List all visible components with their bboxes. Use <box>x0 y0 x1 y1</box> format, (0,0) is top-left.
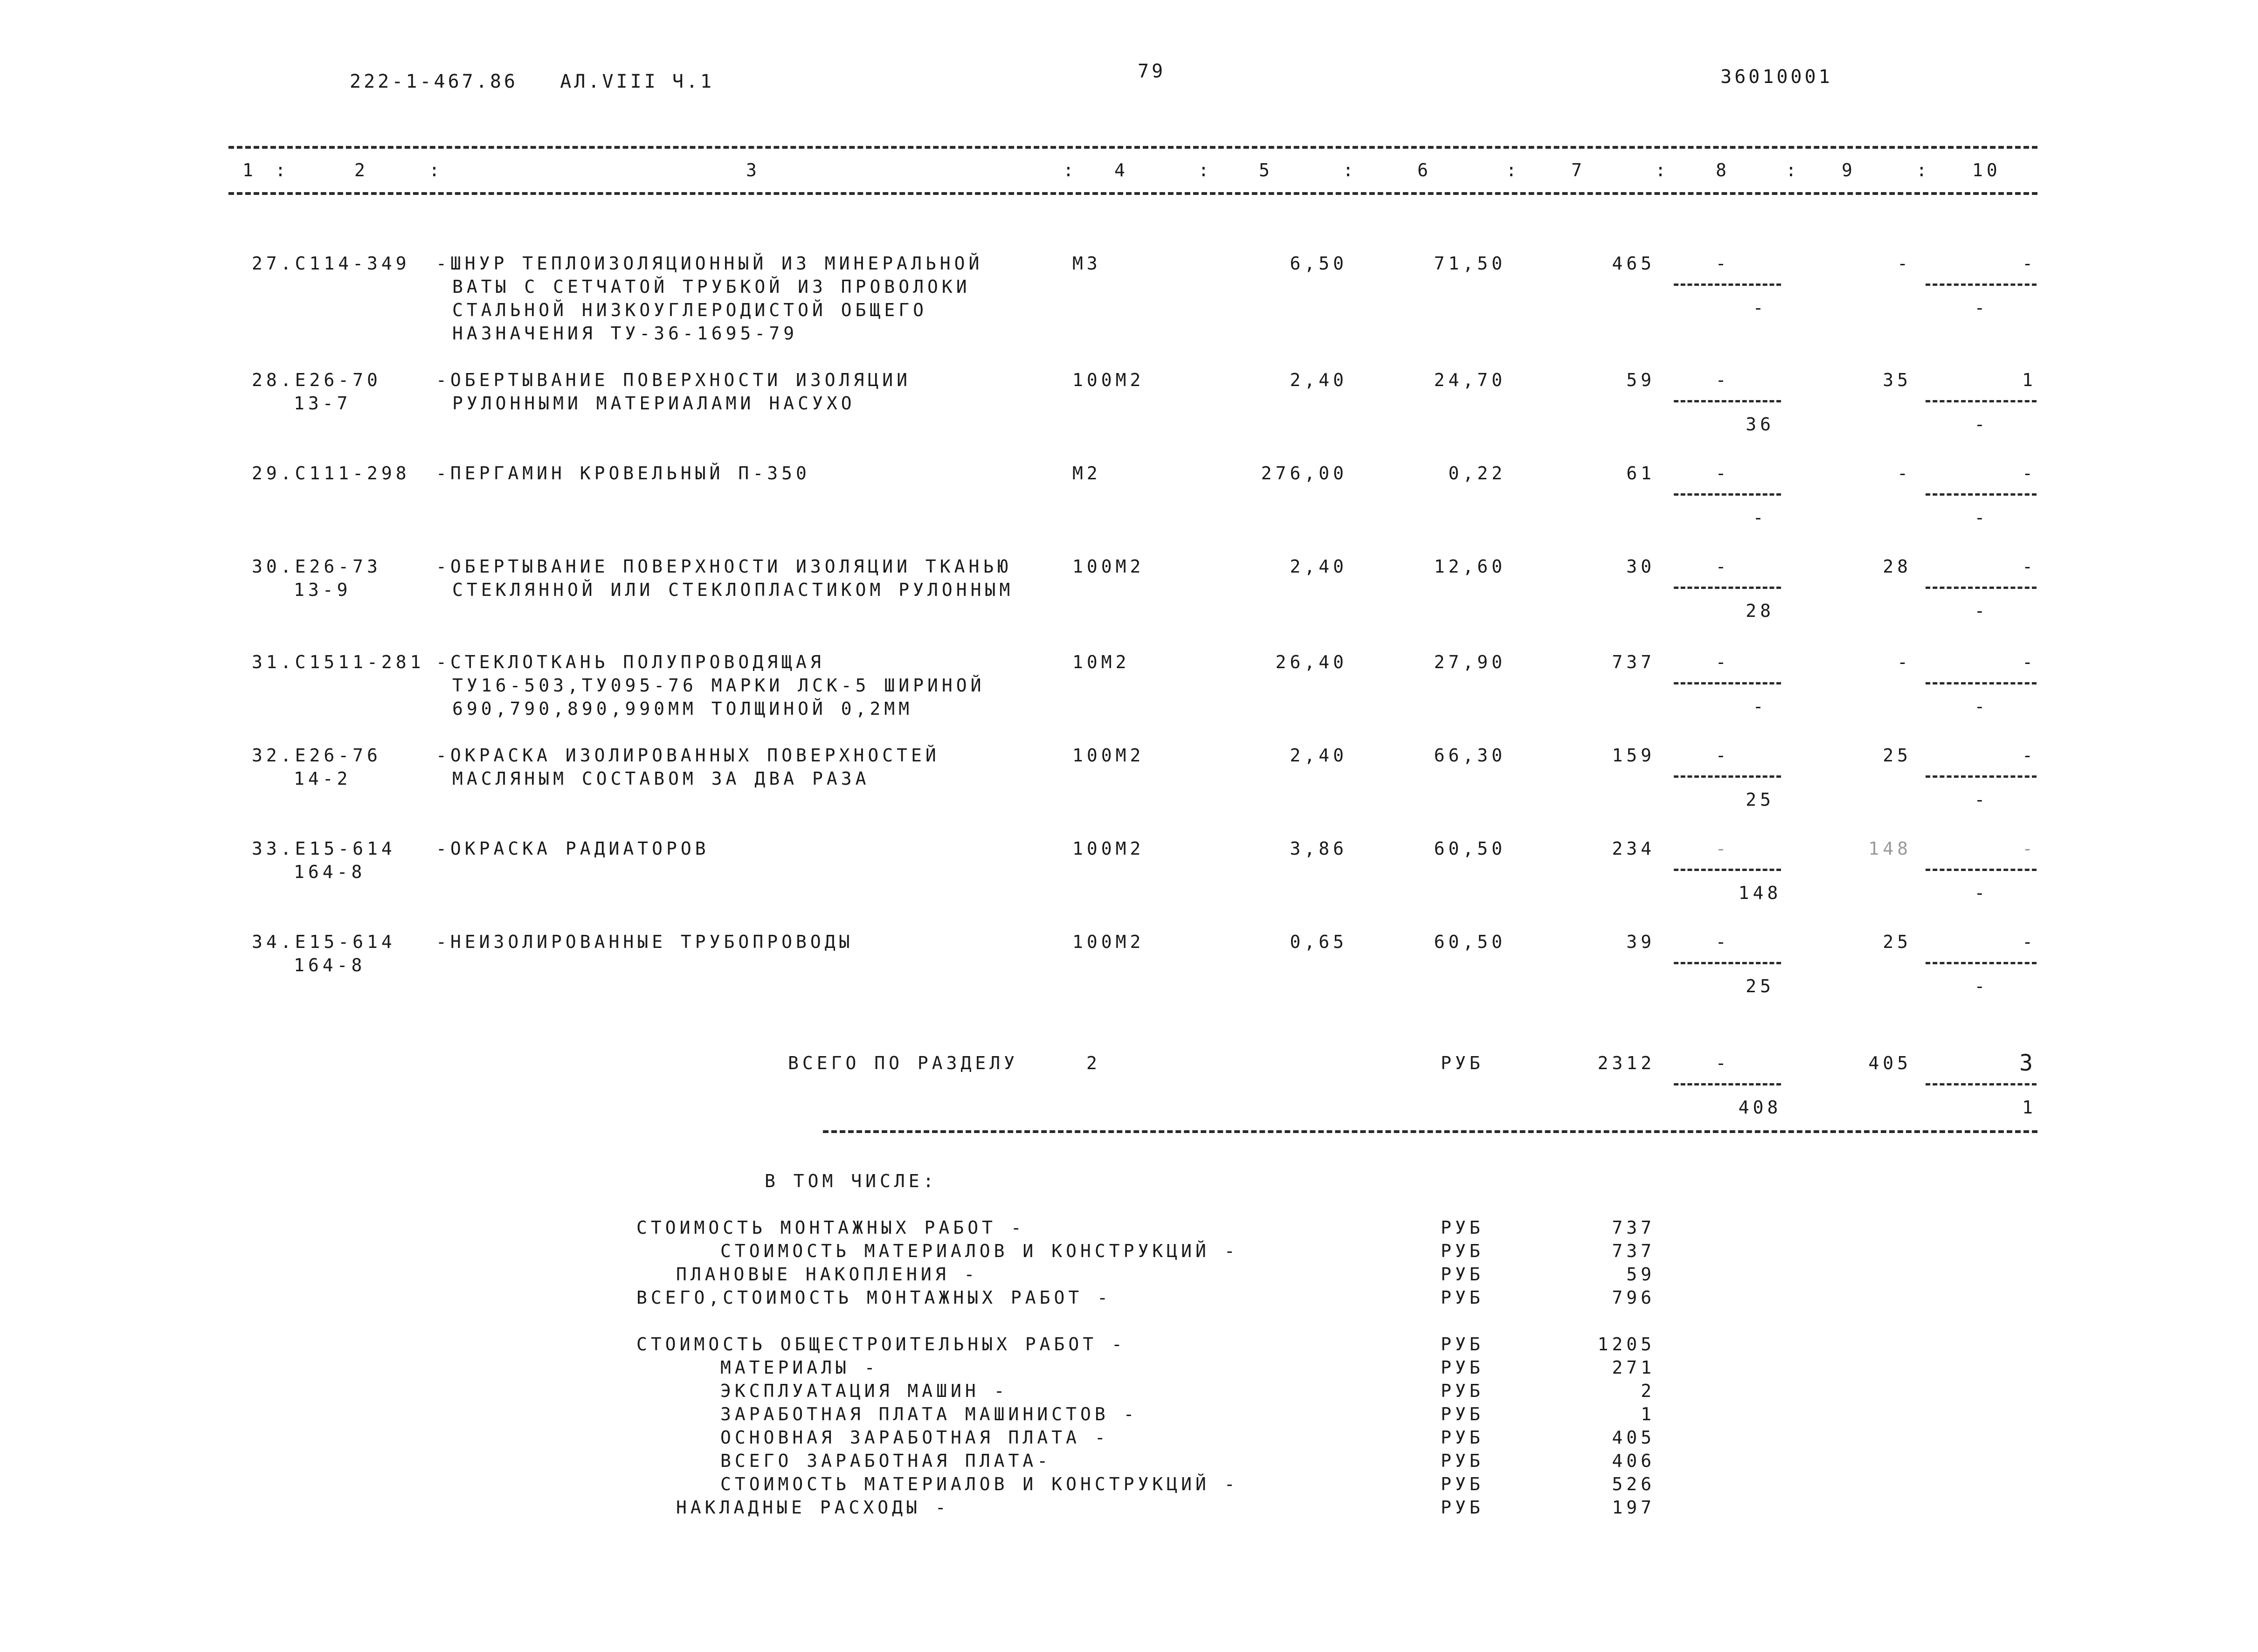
unit: 100М2 <box>1072 556 1145 577</box>
summary-label: ВСЕГО ЗАРАБОТНАЯ ПЛАТА- <box>720 1451 1052 1471</box>
summary-value: 197 <box>1612 1497 1655 1518</box>
col10-top: - <box>2022 253 2037 274</box>
summary-currency: РУБ <box>1441 1474 1484 1494</box>
column-header-1: 1 <box>242 160 257 180</box>
col9: 25 <box>1883 745 1912 766</box>
section-total-col10-bottom: 1 <box>2022 1097 2037 1118</box>
col8-top: - <box>1715 370 1730 390</box>
col8-top: - <box>1715 745 1730 766</box>
column-header-5: 5 <box>1259 160 1273 180</box>
col10-fraction-line <box>1926 283 2037 286</box>
unit: 100М2 <box>1072 745 1145 766</box>
total-cost: 159 <box>1612 745 1655 766</box>
column-separator: : <box>429 160 443 180</box>
summary-currency: РУБ <box>1441 1264 1484 1285</box>
item-code: 29.С111-298 <box>252 463 410 484</box>
col8-bottom: 36 <box>1746 414 1775 435</box>
col10-top: - <box>2022 745 2037 766</box>
quantity: 26,40 <box>1275 652 1347 672</box>
unit: 100М2 <box>1072 932 1145 952</box>
section-number: 2 <box>1086 1053 1101 1073</box>
total-cost: 61 <box>1626 463 1655 484</box>
col8-bottom: 148 <box>1738 883 1782 903</box>
item-code: 34.Е15-614 <box>252 932 396 952</box>
unit: М2 <box>1072 463 1101 484</box>
total-cost: 30 <box>1626 556 1655 577</box>
col8-fraction-line <box>1674 400 1781 402</box>
column-separator: : <box>1916 160 1931 180</box>
total-cost: 465 <box>1612 253 1655 274</box>
column-header-6: 6 <box>1417 160 1432 180</box>
col10-fraction-line <box>1926 775 2037 778</box>
col10-fraction-line <box>1926 962 2037 964</box>
col8-bottom: 28 <box>1746 601 1775 621</box>
col10-top: - <box>2022 463 2037 484</box>
col8-fraction-line <box>1674 962 1781 964</box>
summary-currency: РУБ <box>1441 1334 1484 1355</box>
summary-currency: РУБ <box>1441 1217 1484 1238</box>
col9: 28 <box>1883 556 1912 577</box>
section-total-col8-top: - <box>1715 1053 1730 1073</box>
total-cost: 59 <box>1626 370 1655 390</box>
col10-fraction-line <box>1926 400 2037 402</box>
item-description-line: НАЗНАЧЕНИЯ ТУ-36-1695-79 <box>452 323 798 344</box>
item-description-line: РУЛОННЫМИ МАТЕРИАЛАМИ НАСУХО <box>452 393 856 414</box>
summary-label: ВСЕГО,СТОИМОСТЬ МОНТАЖНЫХ РАБОТ - <box>636 1287 1112 1308</box>
summary-label: СТОИМОСТЬ МАТЕРИАЛОВ И КОНСТРУКЦИЙ - <box>720 1474 1239 1494</box>
unit-price: 60,50 <box>1434 838 1506 859</box>
section-total-col10-top: 3 <box>2019 1050 2037 1076</box>
unit-price: 71,50 <box>1434 253 1506 274</box>
item-code: 33.Е15-614 <box>252 838 396 859</box>
col10-top: 1 <box>2022 370 2037 390</box>
document-reference: 222-1-467.86 АЛ.VIII Ч.1 <box>350 71 715 92</box>
summary-label: СТОИМОСТЬ МАТЕРИАЛОВ И КОНСТРУКЦИЙ - <box>720 1241 1239 1261</box>
header-top-rule <box>228 146 2037 149</box>
section-total-col8-bottom: 408 <box>1738 1097 1782 1118</box>
including-label: В ТОМ ЧИСЛЕ: <box>765 1171 938 1191</box>
column-separator: : <box>1786 160 1800 180</box>
summary-value: 271 <box>1612 1357 1655 1378</box>
summary-value: 737 <box>1612 1241 1655 1261</box>
item-description-line: -НЕИЗОЛИРОВАННЫЕ ТРУБОПРОВОДЫ <box>436 932 854 952</box>
item-code-line2: 164-8 <box>294 955 366 975</box>
column-separator: : <box>1198 160 1213 180</box>
quantity: 2,40 <box>1290 556 1347 577</box>
col8-top: - <box>1715 463 1730 484</box>
col8-bottom: 25 <box>1746 789 1775 810</box>
summary-currency: РУБ <box>1441 1451 1484 1471</box>
item-code-line2: 164-8 <box>294 862 366 882</box>
item-code: 28.Е26-70 <box>252 370 381 390</box>
unit: 100М2 <box>1072 370 1145 390</box>
item-description-line: -ПЕРГАМИН КРОВЕЛЬНЫЙ П-350 <box>436 463 810 484</box>
quantity: 3,86 <box>1290 838 1347 859</box>
col8-bottom: - <box>1753 297 1768 318</box>
item-description-line: ВАТЫ С СЕТЧАТОЙ ТРУБКОЙ ИЗ ПРОВОЛОКИ <box>452 276 971 297</box>
item-description-line: -ОКРАСКА ИЗОЛИРОВАННЫХ ПОВЕРХНОСТЕЙ <box>436 745 940 766</box>
col10-bottom: - <box>1974 507 1989 528</box>
col10-top: - <box>2022 838 2037 859</box>
unit-price: 66,30 <box>1434 745 1506 766</box>
col9: 25 <box>1883 932 1912 952</box>
section-total-bottom-rule <box>823 1130 2037 1133</box>
item-description-line: -ОБЕРТЫВАНИЕ ПОВЕРХНОСТИ ИЗОЛЯЦИИ ТКАНЬЮ <box>436 556 1012 577</box>
summary-label: МАТЕРИАЛЫ - <box>720 1357 879 1378</box>
total-cost: 39 <box>1626 932 1655 952</box>
summary-label: ЭКСПЛУАТАЦИЯ МАШИН - <box>720 1381 1008 1401</box>
col9: - <box>1897 463 1912 484</box>
summary-currency: РУБ <box>1441 1381 1484 1401</box>
item-description-line: -СТЕКЛОТКАНЬ ПОЛУПРОВОДЯЩАЯ <box>436 652 825 672</box>
section-total-currency: РУБ <box>1441 1053 1484 1073</box>
item-code: 31.С1511-281 <box>252 652 425 672</box>
item-code: 27.С114-349 <box>252 253 410 274</box>
column-header-8: 8 <box>1716 160 1730 180</box>
summary-currency: РУБ <box>1441 1404 1484 1424</box>
unit-price: 27,90 <box>1434 652 1506 672</box>
unit: М3 <box>1072 253 1101 274</box>
col9: - <box>1897 253 1912 274</box>
col10-bottom: - <box>1974 976 1989 996</box>
summary-value: 405 <box>1612 1427 1655 1448</box>
col8-bottom: 25 <box>1746 976 1775 996</box>
item-description-line: -ОКРАСКА РАДИАТОРОВ <box>436 838 710 859</box>
col10-fraction-line <box>1926 493 2037 496</box>
summary-label: ОСНОВНАЯ ЗАРАБОТНАЯ ПЛАТА - <box>720 1427 1109 1448</box>
unit-price: 0,22 <box>1448 463 1506 484</box>
summary-value: 796 <box>1612 1287 1655 1308</box>
item-code-line2: 14-2 <box>294 768 352 789</box>
col9: 35 <box>1883 370 1912 390</box>
column-header-4: 4 <box>1114 160 1129 180</box>
column-separator: : <box>1063 160 1077 180</box>
section-total-col8-fraction-line <box>1674 1083 1781 1085</box>
summary-value: 1 <box>1641 1404 1655 1424</box>
unit: 10М2 <box>1072 652 1130 672</box>
item-code: 32.Е26-76 <box>252 745 381 766</box>
item-description-line: -ШНУР ТЕПЛОИЗОЛЯЦИОННЫЙ ИЗ МИНЕРАЛЬНОЙ <box>436 253 983 274</box>
col8-top: - <box>1715 652 1730 672</box>
col10-fraction-line <box>1926 587 2037 589</box>
col8-fraction-line <box>1674 869 1781 871</box>
total-cost: 234 <box>1612 838 1655 859</box>
col8-top: - <box>1715 932 1730 952</box>
col10-bottom: - <box>1974 414 1989 435</box>
quantity: 6,50 <box>1290 253 1347 274</box>
summary-currency: РУБ <box>1441 1427 1484 1448</box>
summary-value: 526 <box>1612 1474 1655 1494</box>
col10-top: - <box>2022 652 2037 672</box>
summary-currency: РУБ <box>1441 1241 1484 1261</box>
col10-bottom: - <box>1974 601 1989 621</box>
item-code-line2: 13-7 <box>294 393 352 414</box>
col9: - <box>1897 652 1912 672</box>
column-header-3: 3 <box>746 160 760 180</box>
col9: 148 <box>1868 838 1912 859</box>
section-total-col10-fraction-line <box>1926 1083 2037 1085</box>
item-description-line: СТАЛЬНОЙ НИЗКОУГЛЕРОДИСТОЙ ОБЩЕГО <box>452 300 927 320</box>
item-description-line: 690,790,890,990ММ ТОЛЩИНОЙ 0,2ММ <box>452 698 913 719</box>
summary-value: 59 <box>1626 1264 1655 1285</box>
quantity: 0,65 <box>1290 932 1347 952</box>
col8-top: - <box>1715 556 1730 577</box>
total-cost: 737 <box>1612 652 1655 672</box>
column-separator: : <box>1655 160 1670 180</box>
unit: 100М2 <box>1072 838 1145 859</box>
col8-top: - <box>1715 253 1730 274</box>
section-total-label: ВСЕГО ПО РАЗДЕЛУ <box>788 1053 1019 1073</box>
summary-value: 406 <box>1612 1451 1655 1471</box>
column-header-10: 10 <box>1972 160 2001 180</box>
col10-top: - <box>2022 932 2037 952</box>
column-header-7: 7 <box>1571 160 1586 180</box>
col8-fraction-line <box>1674 682 1781 684</box>
summary-currency: РУБ <box>1441 1357 1484 1378</box>
col8-bottom: - <box>1753 696 1768 717</box>
quantity: 276,00 <box>1261 463 1347 484</box>
summary-label: НАКЛАДНЫЕ РАСХОДЫ - <box>676 1497 950 1518</box>
column-header-2: 2 <box>354 160 369 180</box>
col10-top: - <box>2022 556 2037 577</box>
col8-top: - <box>1715 838 1730 859</box>
col8-fraction-line <box>1674 775 1781 778</box>
column-separator: : <box>1343 160 1357 180</box>
unit-price: 60,50 <box>1434 932 1506 952</box>
column-separator: : <box>275 160 290 180</box>
section-total-value: 2312 <box>1597 1053 1655 1073</box>
summary-value: 2 <box>1641 1381 1655 1401</box>
summary-label: СТОИМОСТЬ ОБЩЕСТРОИТЕЛЬНЫХ РАБОТ - <box>636 1334 1126 1355</box>
col10-fraction-line <box>1926 869 2037 871</box>
quantity: 2,40 <box>1290 745 1347 766</box>
summary-currency: РУБ <box>1441 1287 1484 1308</box>
col8-fraction-line <box>1674 493 1781 496</box>
unit-price: 24,70 <box>1434 370 1506 390</box>
col10-fraction-line <box>1926 682 2037 684</box>
col8-bottom: - <box>1753 507 1768 528</box>
summary-value: 737 <box>1612 1217 1655 1238</box>
item-description-line: МАСЛЯНЫМ СОСТАВОМ ЗА ДВА РАЗА <box>452 768 870 789</box>
item-code: 30.Е26-73 <box>252 556 381 577</box>
col8-fraction-line <box>1674 283 1781 286</box>
col10-bottom: - <box>1974 883 1989 903</box>
item-description-line: ТУ16-503,ТУ095-76 МАРКИ ЛСК-5 ШИРИНОЙ <box>452 675 985 696</box>
summary-label: ЗАРАБОТНАЯ ПЛАТА МАШИНИСТОВ - <box>720 1404 1138 1424</box>
quantity: 2,40 <box>1290 370 1347 390</box>
column-separator: : <box>1506 160 1520 180</box>
summary-label: СТОИМОСТЬ МОНТАЖНЫХ РАБОТ - <box>636 1217 1025 1238</box>
item-code-line2: 13-9 <box>294 580 352 600</box>
unit-price: 12,60 <box>1434 556 1506 577</box>
header-bottom-rule <box>228 192 2037 195</box>
summary-currency: РУБ <box>1441 1497 1484 1518</box>
document-code: 36010001 <box>1720 66 1833 88</box>
section-total-col9: 405 <box>1868 1053 1912 1073</box>
col10-bottom: - <box>1974 789 1989 810</box>
column-header-9: 9 <box>1842 160 1856 180</box>
page-number: 79 <box>1138 61 1166 82</box>
item-description-line: -ОБЕРТЫВАНИЕ ПОВЕРХНОСТИ ИЗОЛЯЦИИ <box>436 370 911 390</box>
col10-bottom: - <box>1974 297 1989 318</box>
summary-label: ПЛАНОВЫЕ НАКОПЛЕНИЯ - <box>676 1264 979 1285</box>
col8-fraction-line <box>1674 587 1781 589</box>
summary-value: 1205 <box>1597 1334 1655 1355</box>
item-description-line: СТЕКЛЯННОЙ ИЛИ СТЕКЛОПЛАСТИКОМ РУЛОННЫМ <box>452 580 1014 600</box>
col10-bottom: - <box>1974 696 1989 717</box>
